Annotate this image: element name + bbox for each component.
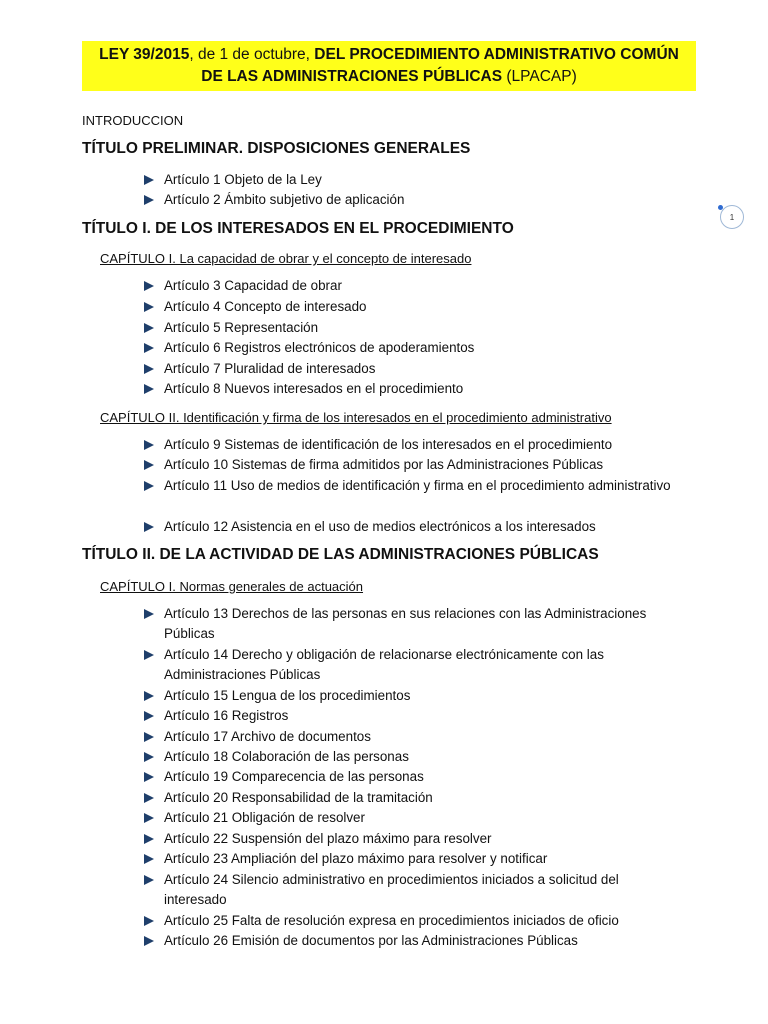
- bullet-arrow-icon: [144, 440, 154, 450]
- article-item: Artículo 24 Silencio administrativo en procedimientos iniciados a solicitud del interesado: [164, 870, 684, 911]
- bullet-arrow-icon: [144, 854, 154, 864]
- article-item: Artículo 17 Archivo de documentos: [164, 727, 684, 747]
- bullet-arrow-icon: [144, 875, 154, 885]
- bullet-arrow-icon: [144, 481, 154, 491]
- article-item: Artículo 2 Ámbito subjetivo de aplicación: [164, 190, 684, 210]
- bullet-arrow-icon: [144, 936, 154, 946]
- titulo-preliminar-heading: TÍTULO PRELIMINAR. DISPOSICIONES GENERALES: [82, 140, 471, 157]
- bullet-arrow-icon: [144, 609, 154, 619]
- article-item: Artículo 12 Asistencia en el uso de medios electrónicos a los interesados: [164, 517, 684, 537]
- article-item: Artículo 8 Nuevos interesados en el procedimiento: [164, 379, 684, 399]
- titulo-ii-capitulo-i: CAPÍTULO I. Normas generales de actuación: [100, 579, 364, 594]
- bullet-arrow-icon: [144, 343, 154, 353]
- article-item: Artículo 26 Emisión de documentos por las Administraciones Públicas: [164, 931, 684, 951]
- titulo-i-capitulo-i: CAPÍTULO I. La capacidad de obrar y el concepto de interesado: [100, 251, 472, 266]
- article-item: Artículo 21 Obligación de resolver: [164, 808, 684, 828]
- article-item: Artículo 5 Representación: [164, 318, 684, 338]
- bullet-arrow-icon: [144, 522, 154, 532]
- titulo-i-heading: TÍTULO I. DE LOS INTERESADOS EN EL PROCEDIMIENTO: [82, 220, 514, 237]
- bullet-arrow-icon: [144, 175, 154, 185]
- bullet-arrow-icon: [144, 916, 154, 926]
- bullet-arrow-icon: [144, 752, 154, 762]
- article-item: Artículo 9 Sistemas de identificación de los interesados en el procedimiento: [164, 435, 684, 455]
- page-marker-dot: [718, 205, 723, 210]
- article-item: Artículo 18 Colaboración de las personas: [164, 747, 684, 767]
- page-number-badge: 1: [720, 205, 744, 229]
- title-line-1: [99, 44, 679, 66]
- bullet-arrow-icon: [144, 813, 154, 823]
- article-item: Artículo 1 Objeto de la Ley: [164, 170, 684, 190]
- article-item: Artículo 25 Falta de resolución expresa en procedimientos iniciados de oficio: [164, 911, 684, 931]
- law-abbrev: (LPACAP): [502, 68, 577, 85]
- article-item: Artículo 23 Ampliación del plazo máximo para resolver y notificar: [164, 849, 684, 869]
- article-item: Artículo 3 Capacidad de obrar: [164, 276, 684, 296]
- titulo-ii-heading: TÍTULO II. DE LA ACTIVIDAD DE LAS ADMINISTRACIONES PÚBLICAS: [82, 546, 599, 563]
- bullet-arrow-icon: [144, 793, 154, 803]
- bullet-arrow-icon: [144, 772, 154, 782]
- bullet-arrow-icon: [144, 323, 154, 333]
- bullet-arrow-icon: [144, 834, 154, 844]
- law-date: , de 1 de octubre,: [189, 46, 315, 63]
- bullet-arrow-icon: [144, 650, 154, 660]
- article-item: Artículo 10 Sistemas de firma admitidos por las Administraciones Públicas: [164, 455, 684, 475]
- article-item: Artículo 4 Concepto de interesado: [164, 297, 684, 317]
- article-item: Artículo 13 Derechos de las personas en sus relaciones con las Administraciones Públicas: [164, 604, 684, 645]
- article-item: Artículo 20 Responsabilidad de la tramitación: [164, 788, 684, 808]
- bullet-arrow-icon: [144, 195, 154, 205]
- bullet-arrow-icon: [144, 711, 154, 721]
- article-item: Artículo 19 Comparecencia de las personas: [164, 767, 684, 787]
- bullet-arrow-icon: [144, 691, 154, 701]
- document-title: [82, 41, 696, 91]
- titulo-i-capitulo-ii: CAPÍTULO II. Identificación y firma de los interesados en el procedimiento administrativo: [100, 410, 612, 425]
- law-title-part-1: DEL PROCEDIMIENTO ADMINISTRATIVO COMÚN: [314, 46, 679, 63]
- article-item: Artículo 11 Uso de medios de identificación y firma en el procedimiento administrativo: [164, 476, 684, 496]
- article-item: Artículo 16 Registros: [164, 706, 684, 726]
- law-title-part-2: DE LAS ADMINISTRACIONES PÚBLICAS: [201, 68, 503, 85]
- article-item: Artículo 22 Suspensión del plazo máximo para resolver: [164, 829, 684, 849]
- law-number: LEY 39/2015: [99, 46, 190, 63]
- intro-heading: INTRODUCCION: [82, 113, 184, 128]
- bullet-arrow-icon: [144, 302, 154, 312]
- bullet-arrow-icon: [144, 384, 154, 394]
- article-item: Artículo 6 Registros electrónicos de apoderamientos: [164, 338, 684, 358]
- title-line-2: [201, 66, 576, 88]
- bullet-arrow-icon: [144, 460, 154, 470]
- bullet-arrow-icon: [144, 364, 154, 374]
- article-item: Artículo 7 Pluralidad de interesados: [164, 359, 684, 379]
- bullet-arrow-icon: [144, 732, 154, 742]
- bullet-arrow-icon: [144, 281, 154, 291]
- article-item: Artículo 15 Lengua de los procedimientos: [164, 686, 684, 706]
- article-item: Artículo 14 Derecho y obligación de relacionarse electrónicamente con las Administraciones Públicas: [164, 645, 684, 686]
